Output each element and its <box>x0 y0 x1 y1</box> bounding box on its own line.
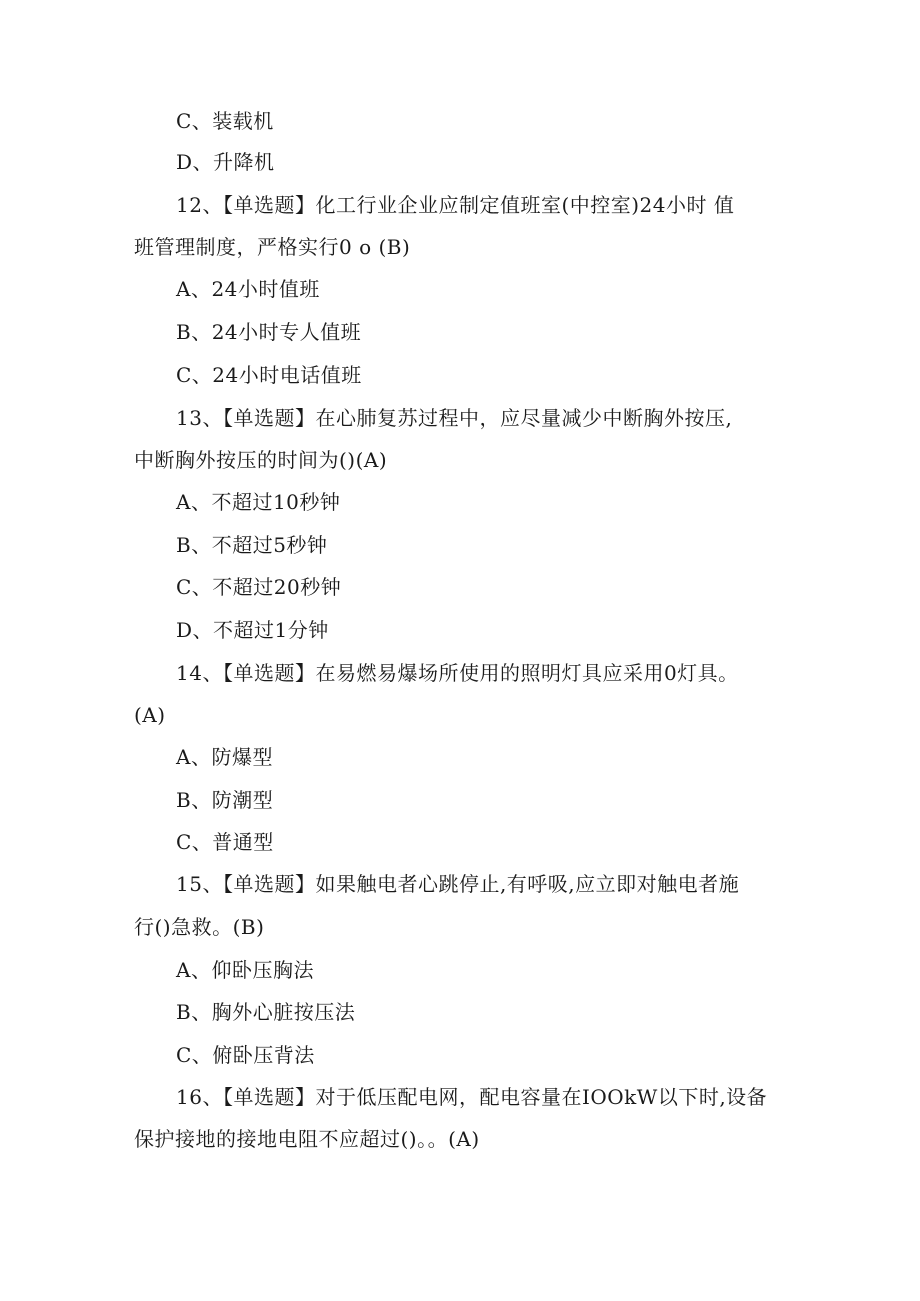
q14-option-c: C、普通型 <box>176 830 274 854</box>
q13-text-line2: 中断胸外按压的时间为()(A) <box>134 448 388 472</box>
q13-option-a: A、不超过10秒钟 <box>176 490 341 514</box>
q13-option-b: B、不超过5秒钟 <box>176 533 328 557</box>
q13-text-line1: 13、【单选题】在心肺复苏过程中，应尽量减少中断胸外按压, <box>176 406 733 430</box>
q15-option-b: B、胸外心脏按压法 <box>176 1000 356 1024</box>
q14-text-line1: 14、【单选题】在易燃易爆场所使用的照明灯具应采用0灯具。 <box>176 661 739 685</box>
q11-option-d: D、升降机 <box>176 150 275 174</box>
q15-option-a: A、仰卧压胸法 <box>176 958 314 982</box>
q14-option-a: A、防爆型 <box>176 745 273 769</box>
q13-option-d: D、不超过1分钟 <box>176 618 329 642</box>
q14-option-b: B、防潮型 <box>176 788 274 812</box>
q13-option-c: C、不超过20秒钟 <box>176 575 342 599</box>
q12-text-line2: 班管理制度，严格实行0 o (B) <box>134 235 411 259</box>
q12-option-a: A、24小时值班 <box>176 277 320 301</box>
q15-option-c: C、俯卧压背法 <box>176 1043 315 1067</box>
q16-text-line2: 保护接地的接地电阻不应超过()。。(A) <box>134 1127 480 1151</box>
q14-text-line2: (A) <box>134 703 166 727</box>
q12-option-c: C、24小时电话值班 <box>176 363 362 387</box>
q12-option-b: B、24小时专人值班 <box>176 320 362 344</box>
q11-option-c: C、装载机 <box>176 109 274 133</box>
q12-text-line1: 12、【单选题】化工行业企业应制定值班室(中控室)24小时 值 <box>176 193 735 217</box>
q15-text-line2: 行()急救。(B) <box>134 915 265 939</box>
q16-text-line1: 16、【单选题】对于低压配电网，配电容量在IOOkW以下时,设备 <box>176 1085 768 1109</box>
q15-text-line1: 15、【单选题】如果触电者心跳停止,有呼吸,应立即对触电者施 <box>176 872 740 896</box>
